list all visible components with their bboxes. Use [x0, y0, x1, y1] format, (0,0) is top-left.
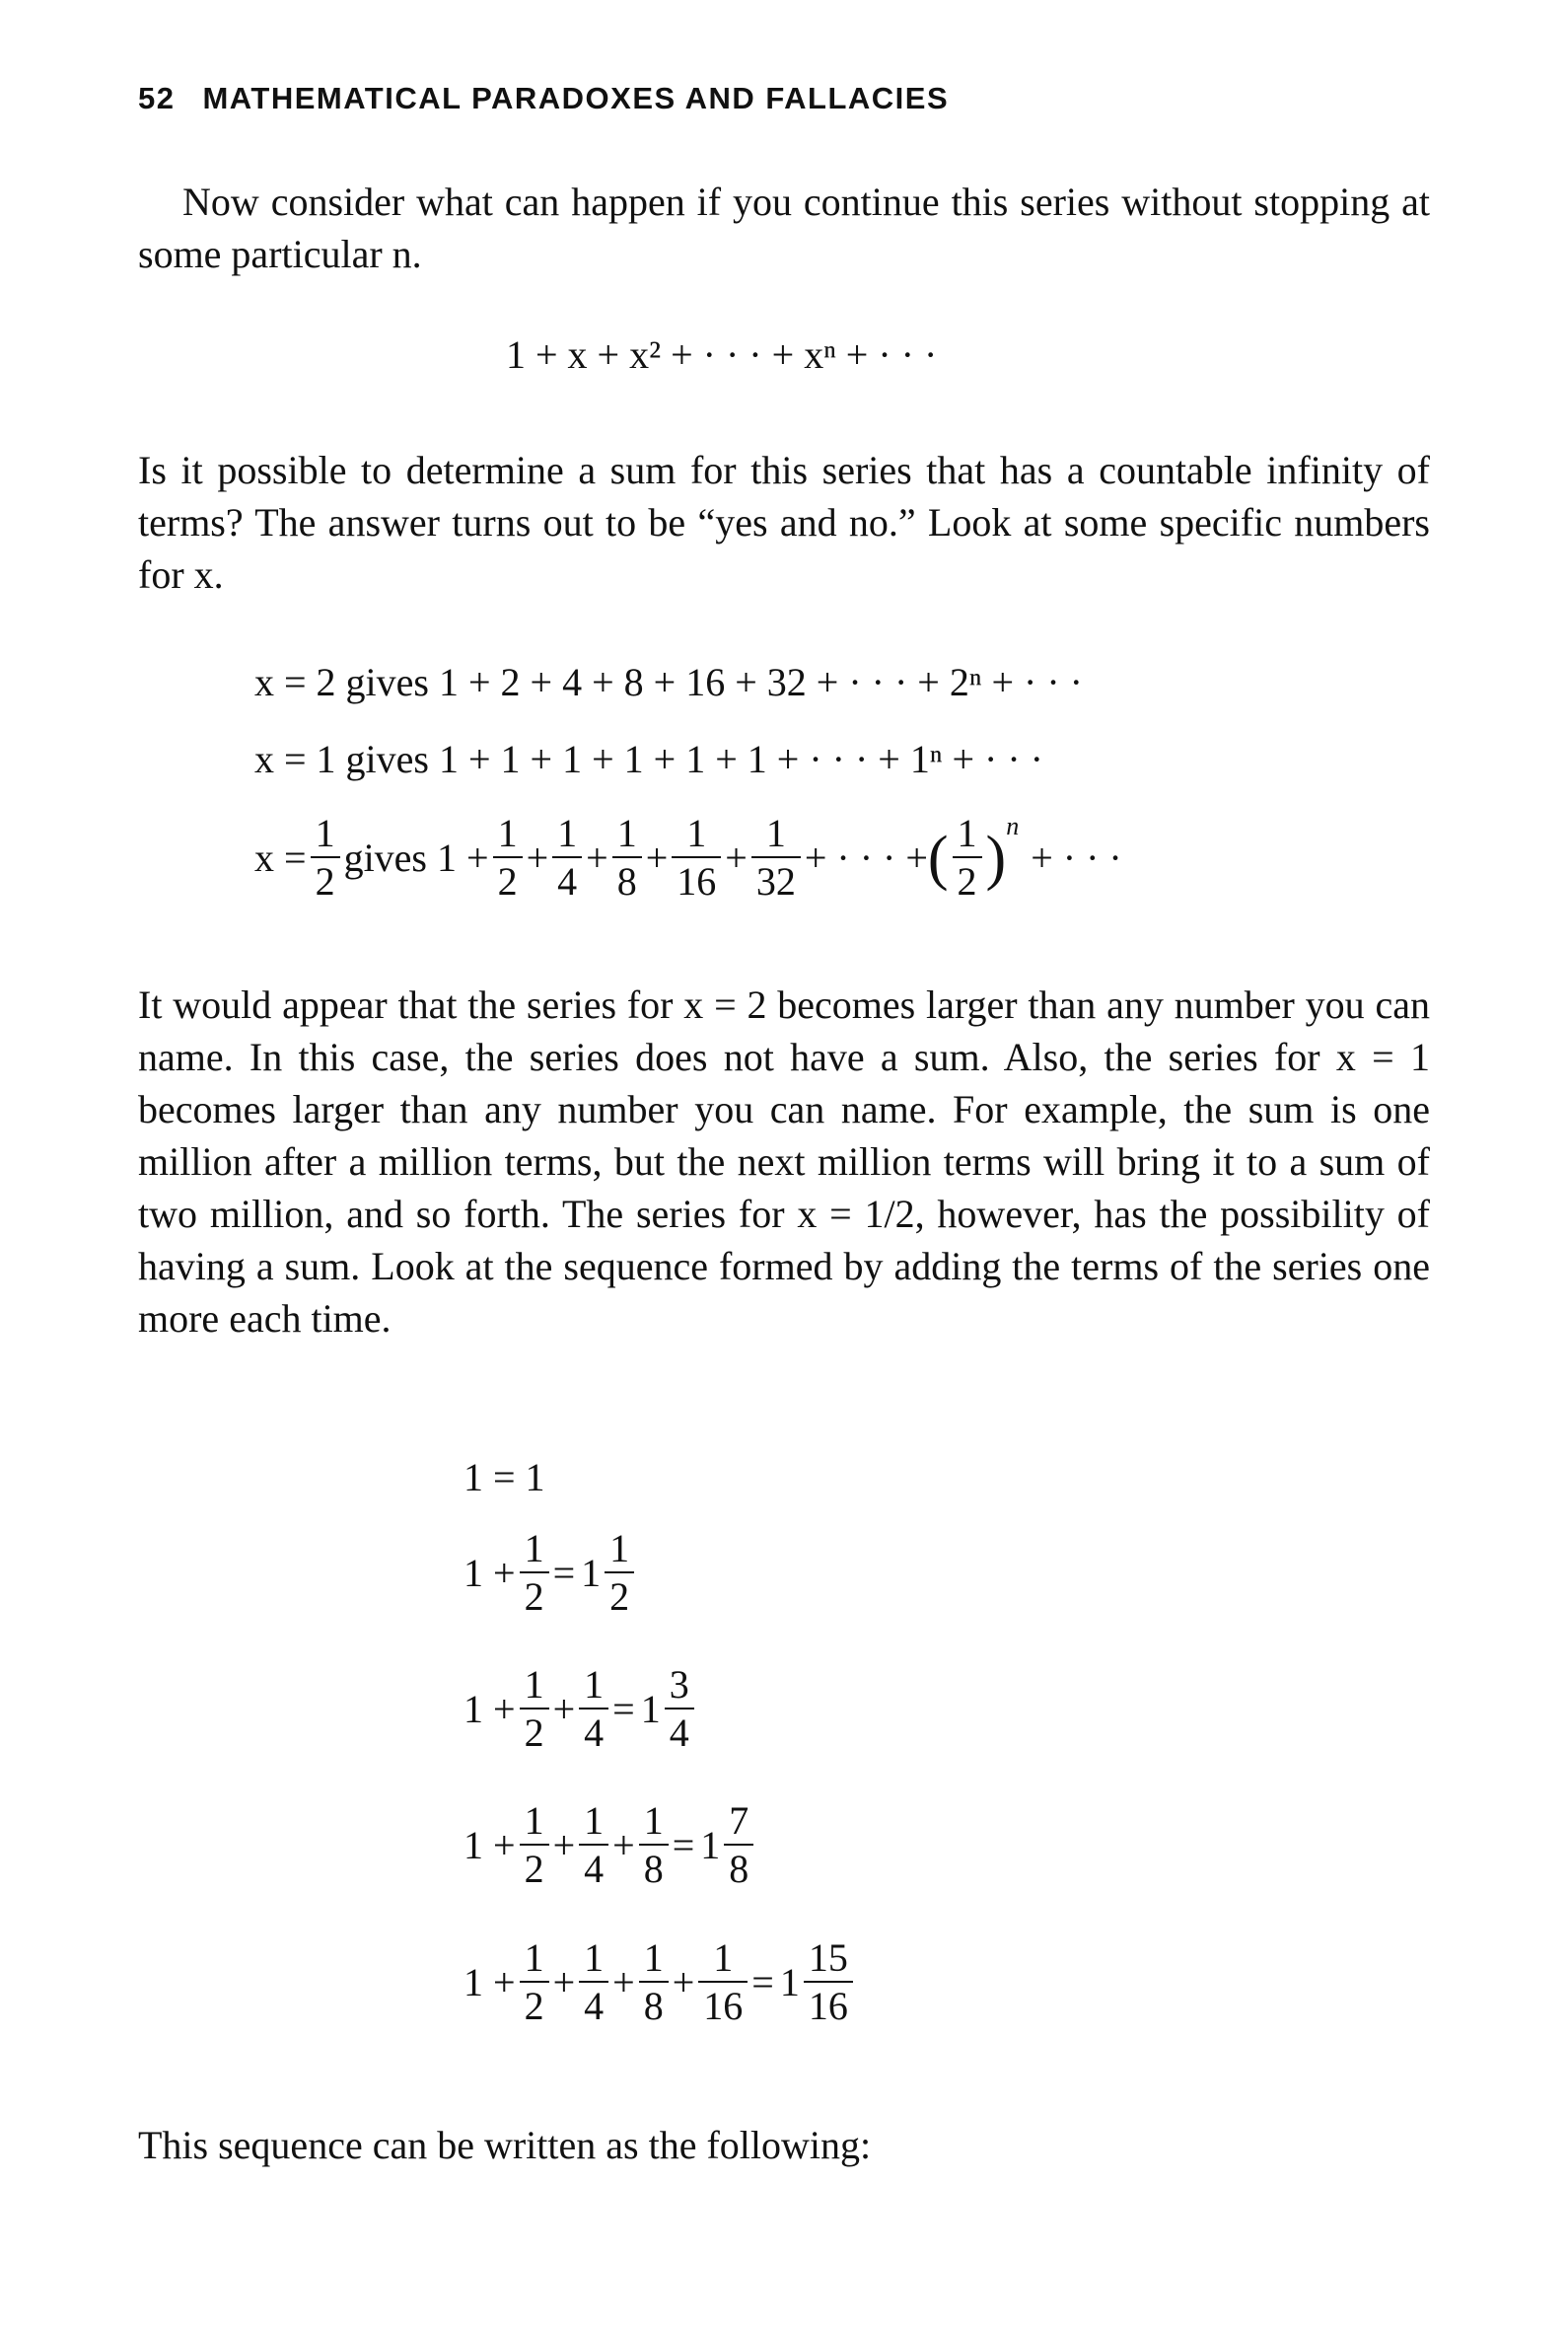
fraction: $\frac{1}{16}$: [672, 814, 721, 902]
fraction: $\frac{1}{4}$: [579, 1938, 608, 2026]
partial-sum-3: 1 + $\frac{1}{2}$ + $\frac{1}{4}$ = 1 $\frac{3}{4}$: [463, 1665, 698, 1753]
partial-sum-2: 1 + $\frac{1}{2}$ = 1 $\frac{1}{2}$: [463, 1529, 638, 1617]
partial-sum-5: 1 + $\frac{1}{2}$ + $\frac{1}{4}$ + $\frac{1}{8}$ + $\frac{1}{16}$ = 1 $\frac{15}{16}$: [463, 1938, 857, 2026]
example-x-half: x = $\frac{1}{2}$ gives 1 + $\frac{1}{2}$ + $\frac{1}{4}$ + $\frac{1}{8}$ + $\frac{1}{16}$ + $\frac{1}{32}$ + · · · + ( $\frac{1}{2}$ ) $^n$ + · · ·: [254, 811, 1122, 904]
series-formula: 1 + x + x² + · · · + xⁿ + · · ·: [506, 332, 938, 377]
fraction: $\frac{1}{2}$: [520, 1801, 549, 1889]
fraction: $\frac{1}{2}$: [953, 814, 982, 902]
fraction: $\frac{1}{8}$: [612, 814, 642, 902]
fraction: $\frac{7}{8}$: [724, 1801, 753, 1889]
fraction: $\frac{1}{8}$: [639, 1938, 669, 2026]
page-number: 52: [138, 81, 176, 115]
running-head: [138, 81, 949, 116]
fraction: $\frac{1}{4}$: [579, 1801, 608, 1889]
chapter-title: MATHEMATICAL PARADOXES AND FALLACIES: [202, 81, 950, 115]
example-x-1: x = 1 gives 1 + 1 + 1 + 1 + 1 + 1 + · · · + 1ⁿ + · · ·: [254, 737, 1043, 781]
fraction: $\frac{1}{2}$: [605, 1529, 634, 1617]
fraction: $\frac{1}{4}$: [579, 1665, 608, 1753]
fraction: $\frac{1}{32}$: [751, 814, 801, 902]
fraction: $\frac{15}{16}$: [804, 1938, 853, 2026]
fraction: $\frac{1}{16}$: [698, 1938, 748, 2026]
paragraph-3: It would appear that the series for x = 2 becomes larger than any number you can name. In this case, the series does not have a sum. Also, the series for x = 1 becomes larger than any number you can name. For example, the sum is one million after a million terms, but the next million terms will bring it to a sum of two million, and so forth. The series for x = 1/2, however, has the possibility of having a sum. Look at the sequence formed by adding the terms of the series one more each time.: [138, 982, 1430, 1341]
example-x-2: x = 2 gives 1 + 2 + 4 + 8 + 16 + 32 + · · · + 2ⁿ + · · ·: [254, 660, 1083, 704]
partial-sum-4: 1 + $\frac{1}{2}$ + $\frac{1}{4}$ + $\frac{1}{8}$ = 1 $\frac{7}{8}$: [463, 1801, 757, 1889]
paragraph-1: Now consider what can happen if you continue this series without stopping at some particular n.: [138, 180, 1430, 276]
paragraph-4: This sequence can be written as the following:: [138, 2123, 872, 2167]
fraction: $\frac{1}{2}$: [520, 1938, 549, 2026]
fraction: $\frac{1}{8}$: [639, 1801, 669, 1889]
paragraph-2: Is it possible to determine a sum for this series that has a countable infinity of terms? The answer turns out to be “yes and no.” Look at some specific numbers for x.: [138, 448, 1430, 597]
fraction: $\frac{1}{2}$: [311, 814, 340, 902]
partial-sum-1: 1 = 1: [463, 1455, 545, 1499]
fraction: $\frac{1}{2}$: [520, 1665, 549, 1753]
fraction: $\frac{1}{4}$: [552, 814, 582, 902]
fraction: $\frac{1}{2}$: [520, 1529, 549, 1617]
fraction: $\frac{1}{2}$: [493, 814, 523, 902]
fraction: $\frac{3}{4}$: [665, 1665, 694, 1753]
